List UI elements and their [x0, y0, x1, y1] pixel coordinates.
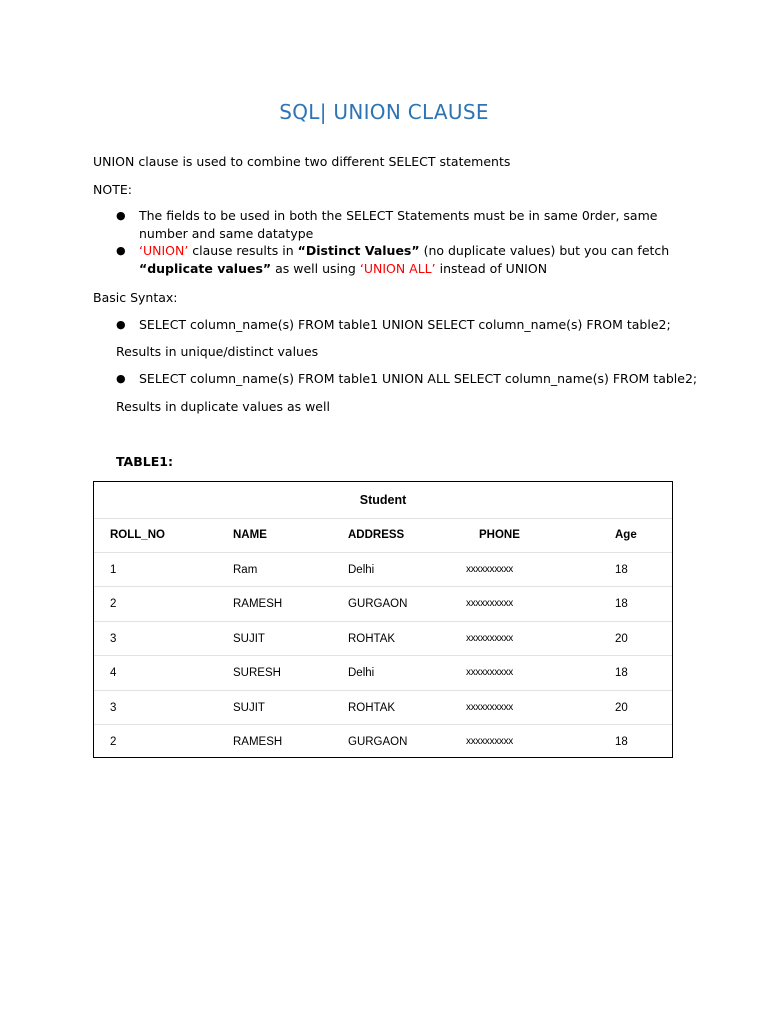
- union-keyword: ‘UNION’: [139, 243, 189, 258]
- cell-address: Delhi: [348, 667, 375, 679]
- cell-roll-no: 4: [110, 667, 117, 679]
- syntax-union: SELECT column_name(s) FROM table1 UNION SELECT column_name(s) FROM table2;: [139, 317, 671, 332]
- cell-roll-no: 3: [110, 632, 117, 645]
- cell-name: RAMESH: [233, 598, 283, 610]
- distinct-values-text: “Distinct Values”: [297, 243, 420, 258]
- cell-phone: xxxxxxxxxx: [466, 736, 514, 747]
- table-row: [94, 622, 672, 657]
- duplicate-values-text: “duplicate values”: [139, 261, 272, 276]
- cell-name: SUJIT: [233, 701, 265, 714]
- cell-roll-no: 2: [110, 736, 117, 748]
- cell-phone: xxxxxxxxxx: [466, 667, 514, 678]
- cell-address: GURGAON: [348, 598, 408, 610]
- cell-age: 18: [615, 563, 628, 576]
- table-header-row: [94, 518, 672, 553]
- syntax-union-result: Results in unique/distinct values: [116, 344, 319, 359]
- syntax-union-all-result: Results in duplicate values as well: [116, 399, 330, 414]
- note-bullet-1: The fields to be used in both the SELECT Statements must be in same 0rder, same number and same datatype: [139, 208, 658, 241]
- note-bullet-2: ‘UNION’ clause results in “Distinct Values” (no duplicate values) but you can fetch “duplicate values” as well using ‘UNION ALL’ instead of UNION: [139, 243, 670, 276]
- cell-age: 18: [615, 598, 628, 610]
- cell-roll-no: 2: [110, 598, 117, 610]
- cell-address: Delhi: [348, 563, 375, 576]
- cell-roll-no: 3: [110, 701, 117, 714]
- header-phone: PHONE: [479, 529, 520, 541]
- union-all-keyword: ‘UNION ALL’: [359, 261, 436, 276]
- bullet-icon: ●: [116, 372, 126, 385]
- cell-age: 18: [615, 667, 628, 679]
- cell-phone: xxxxxxxxxx: [466, 632, 514, 644]
- syntax-union-all: SELECT column_name(s) FROM table1 UNION ALL SELECT column_name(s) FROM table2;: [139, 371, 698, 386]
- header-roll-no: ROLL_NO: [110, 529, 165, 541]
- student-table: [93, 481, 673, 758]
- cell-name: SUJIT: [233, 632, 265, 645]
- note-label: NOTE:: [93, 182, 132, 197]
- cell-phone: xxxxxxxxxx: [466, 598, 514, 609]
- table-row: [94, 656, 672, 691]
- syntax-label: Basic Syntax:: [93, 290, 178, 305]
- table-label: TABLE1:: [116, 454, 173, 469]
- cell-age: 18: [615, 736, 628, 748]
- cell-name: Ram: [233, 563, 258, 576]
- cell-age: 20: [615, 632, 628, 645]
- header-name: NAME: [233, 529, 267, 541]
- intro-text: UNION clause is used to combine two different SELECT statements: [93, 154, 511, 169]
- table-row: [94, 725, 672, 760]
- cell-address: ROHTAK: [348, 701, 396, 714]
- bullet-icon: ●: [116, 318, 126, 331]
- bullet-icon: ●: [116, 244, 126, 257]
- cell-phone: xxxxxxxxxx: [466, 701, 514, 713]
- cell-phone: xxxxxxxxxx: [466, 563, 514, 575]
- cell-address: GURGAON: [348, 736, 408, 748]
- table-row: [94, 691, 672, 726]
- table-row: [94, 553, 672, 588]
- table-caption: Student: [94, 482, 672, 519]
- header-age: Age: [615, 529, 637, 541]
- cell-name: RAMESH: [233, 736, 283, 748]
- header-address: ADDRESS: [348, 529, 405, 541]
- cell-address: ROHTAK: [348, 632, 396, 645]
- bullet-icon: ●: [116, 209, 126, 222]
- cell-roll-no: 1: [110, 563, 117, 576]
- table-row: [94, 587, 672, 622]
- cell-name: SURESH: [233, 667, 281, 679]
- page-title: SQL| UNION CLAUSE: [279, 100, 489, 124]
- cell-age: 20: [615, 701, 628, 714]
